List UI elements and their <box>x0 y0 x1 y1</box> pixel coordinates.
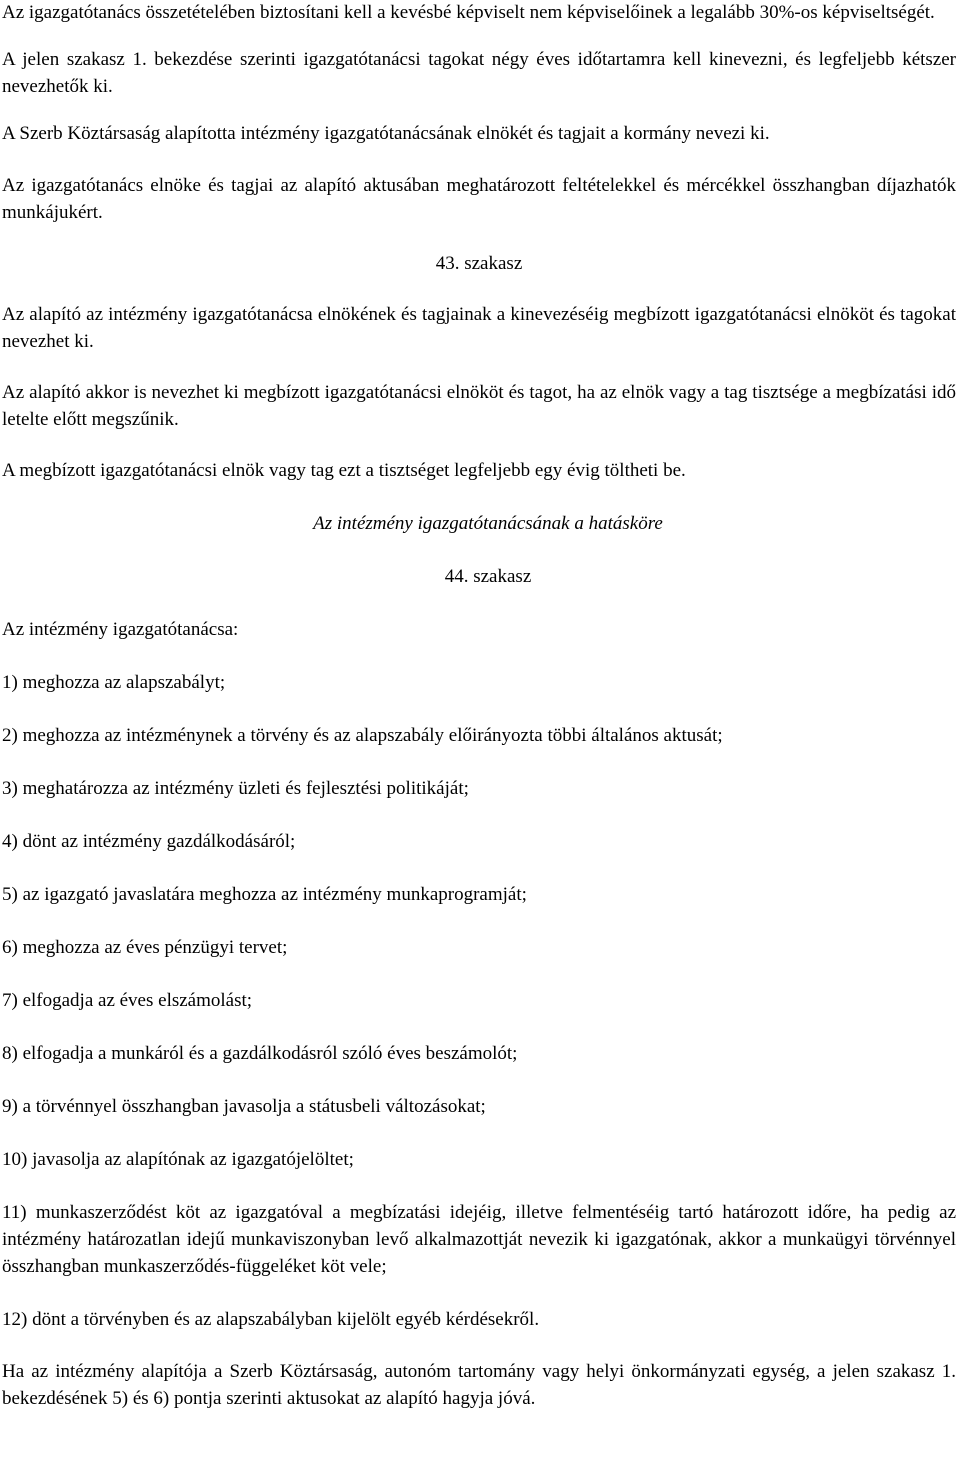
section-43-paragraph-1: Az alapító az intézmény igazgatótanácsa elnökének és tagjainak a kinevezéséig megbízott igazgatótanácsi elnököt és tagokat nevezhet ki. <box>2 304 956 352</box>
list-item-3: 3) meghatározza az intézmény üzleti és fejlesztési politikáját; <box>2 778 469 799</box>
list-item-12: 12) dönt a törvényben és az alapszabályban kijelölt egyéb kérdésekről. <box>2 1309 540 1330</box>
list-item-5: 5) az igazgató javaslatára meghozza az intézmény munkaprogramját; <box>2 884 527 905</box>
section-43-paragraph-3: A megbízott igazgatótanácsi elnök vagy tag ezt a tisztséget legfeljebb egy évig töltheti be. <box>2 460 686 481</box>
section-44-closing: Ha az intézmény alapítója a Szerb Köztársaság, autonóm tartomány vagy helyi önkormányzati egység, a jelen szakasz 1. bekezdésének 5) és 6) pontja szerinti aktusokat az alapító hagyja jóvá. <box>2 1361 956 1409</box>
list-item-7: 7) elfogadja az éves elszámolást; <box>2 990 253 1011</box>
list-item-9: 9) a törvénnyel összhangban javasolja a státusbeli változásokat; <box>2 1096 486 1117</box>
section-44-title: 44. szakasz <box>444 566 532 587</box>
intro-paragraph-1: Az igazgatótanács összetételében biztosítani kell a kevésbé képviselt nem képviselőinek a legalább 30%-os képviseltségét. <box>2 2 935 23</box>
list-item-2: 2) meghozza az intézménynek a törvény és az alapszabály előirányozta többi általános aktusát; <box>2 725 723 746</box>
list-item-4: 4) dönt az intézmény gazdálkodásáról; <box>2 831 296 852</box>
section-44-lead: Az intézmény igazgatótanácsa: <box>2 619 239 640</box>
intro-paragraph-2: A jelen szakasz 1. bekezdése szerinti igazgatótanácsi tagokat négy éves időtartamra kell kinevezni, és legfeljebb kétszer nevezhetők ki. <box>2 49 956 97</box>
intro-paragraph-3: A Szerb Köztársaság alapította intézmény igazgatótanácsának elnökét és tagjait a kormány nevezi ki. <box>2 123 770 144</box>
competence-subheading: Az intézmény igazgatótanácsának a hatásköre <box>313 513 663 534</box>
list-item-1: 1) meghozza az alapszabályt; <box>2 672 226 693</box>
list-item-10: 10) javasolja az alapítónak az igazgatójelöltet; <box>2 1149 354 1170</box>
section-43-paragraph-2: Az alapító akkor is nevezhet ki megbízott igazgatótanácsi elnököt és tagot, ha az elnök vagy a tag tisztsége a megbízatási idő letelte előtt megszűnik. <box>2 382 956 430</box>
list-item-11: 11) munkaszerződést köt az igazgatóval a megbízatási idejéig, illetve felmentéséig tartó határozott időre, ha pedig az intézmény határozatlan idejű munkaviszonyban levő alkalmazottját nevezik ki igazgatónak, akkor a munkaügyi törvénnyel összhangban munkaszerződés-függeléket köt vele; <box>2 1202 956 1277</box>
list-item-6: 6) meghozza az éves pénzügyi tervet; <box>2 937 288 958</box>
section-43-title: 43. szakasz <box>435 253 523 274</box>
list-item-8: 8) elfogadja a munkáról és a gazdálkodásról szóló éves beszámolót; <box>2 1043 518 1064</box>
intro-paragraph-4: Az igazgatótanács elnöke és tagjai az alapító aktusában meghatározott feltételekkel és mércékkel összhangban díjazhatók munkájukért. <box>2 175 956 223</box>
